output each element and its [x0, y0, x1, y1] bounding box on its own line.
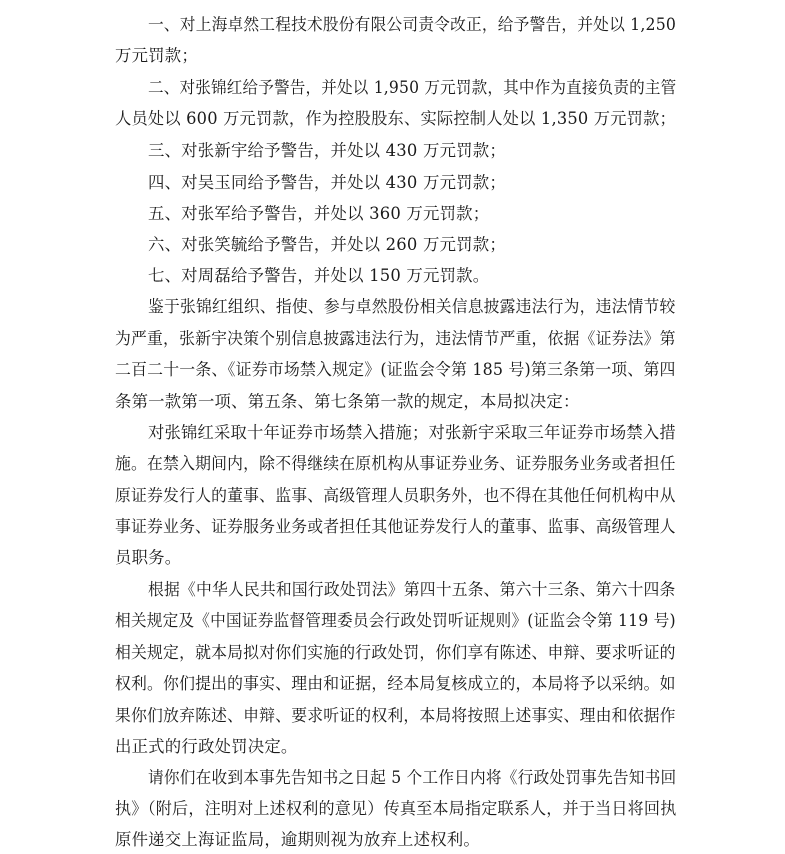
text-line: 相关规定，就本局拟对你们实施的行政处罚，你们享有陈述、申辩、要求听证的 [115, 643, 676, 662]
text-line: 权利。你们提出的事实、理由和证据，经本局复核成立的，本局将予以采纳。如 [115, 674, 676, 693]
text-line: 原件递交上海证监局，逾期则视为放弃上述权利。 [115, 830, 480, 849]
text-line: 万元罚款； [115, 46, 198, 65]
text-line: 相关规定及《中国证券监督管理委员会行政处罚听证规则》(证监会令第 119 号) [115, 611, 676, 630]
text-line: 六、对张笑毓给予警告，并处以 260 万元罚款； [148, 235, 506, 254]
text-line: 对张锦红采取十年证券市场禁入措施；对张新宇采取三年证券市场禁入措 [148, 423, 676, 442]
text-line: 鉴于张锦红组织、指使、参与卓然股份相关信息披露违法行为，违法情节较 [148, 297, 676, 316]
text-line: 二百二十一条、《证券市场禁入规定》(证监会令第 185 号)第三条第一项、第四 [115, 360, 676, 379]
text-line: 条第一款第一项、第五条、第七条第一款的规定，本局拟决定： [115, 392, 580, 411]
text-line: 施。在禁入期间内，除不得继续在原机构从事证券业务、证券服务业务或者担任 [115, 454, 676, 473]
text-line: 一、对上海卓然工程技术股份有限公司责令改正，给予警告，并处以 1,250 [148, 15, 677, 34]
text-line: 根据《中华人民共和国行政处罚法》第四十五条、第六十三条、第六十四条 [148, 580, 676, 599]
text-line: 为严重，张新宇决策个别信息披露违法行为，违法情节严重，依据《证券法》第 [115, 329, 676, 348]
text-line: 五、对张军给予警告，并处以 360 万元罚款； [148, 204, 490, 223]
text-line: 四、对吴玉同给予警告，并处以 430 万元罚款； [148, 173, 506, 192]
text-line: 员职务。 [115, 548, 182, 567]
text-line: 出正式的行政处罚决定。 [115, 737, 298, 756]
text-line: 执》（附后，注明对上述权利的意见）传真至本局指定联系人，并于当日将回执 [115, 799, 677, 818]
text-line: 人员处以 600 万元罚款，作为控股股东、实际控制人处以 1,350 万元罚款； [115, 109, 677, 128]
text-line: 果你们放弃陈述、申辩、要求听证的权利，本局将按照上述事实、理由和依据作 [115, 706, 676, 725]
text-line: 请你们在收到本事先告知书之日起 5 个工作日内将《行政处罚事先告知书回 [148, 768, 677, 787]
text-line: 二、对张锦红给予警告，并处以 1,950 万元罚款，其中作为直接负责的主管 [148, 78, 677, 97]
text-line: 事证券业务、证券服务业务或者担任其他证券发行人的董事、监事、高级管理人 [115, 517, 676, 536]
text-line: 原证券发行人的董事、监事、高级管理人员职务外，也不得在其他任何机构中从 [115, 486, 676, 505]
text-line: 三、对张新宇给予警告，并处以 430 万元罚款； [148, 141, 506, 160]
text-line: 七、对周磊给予警告，并处以 150 万元罚款。 [148, 266, 490, 285]
